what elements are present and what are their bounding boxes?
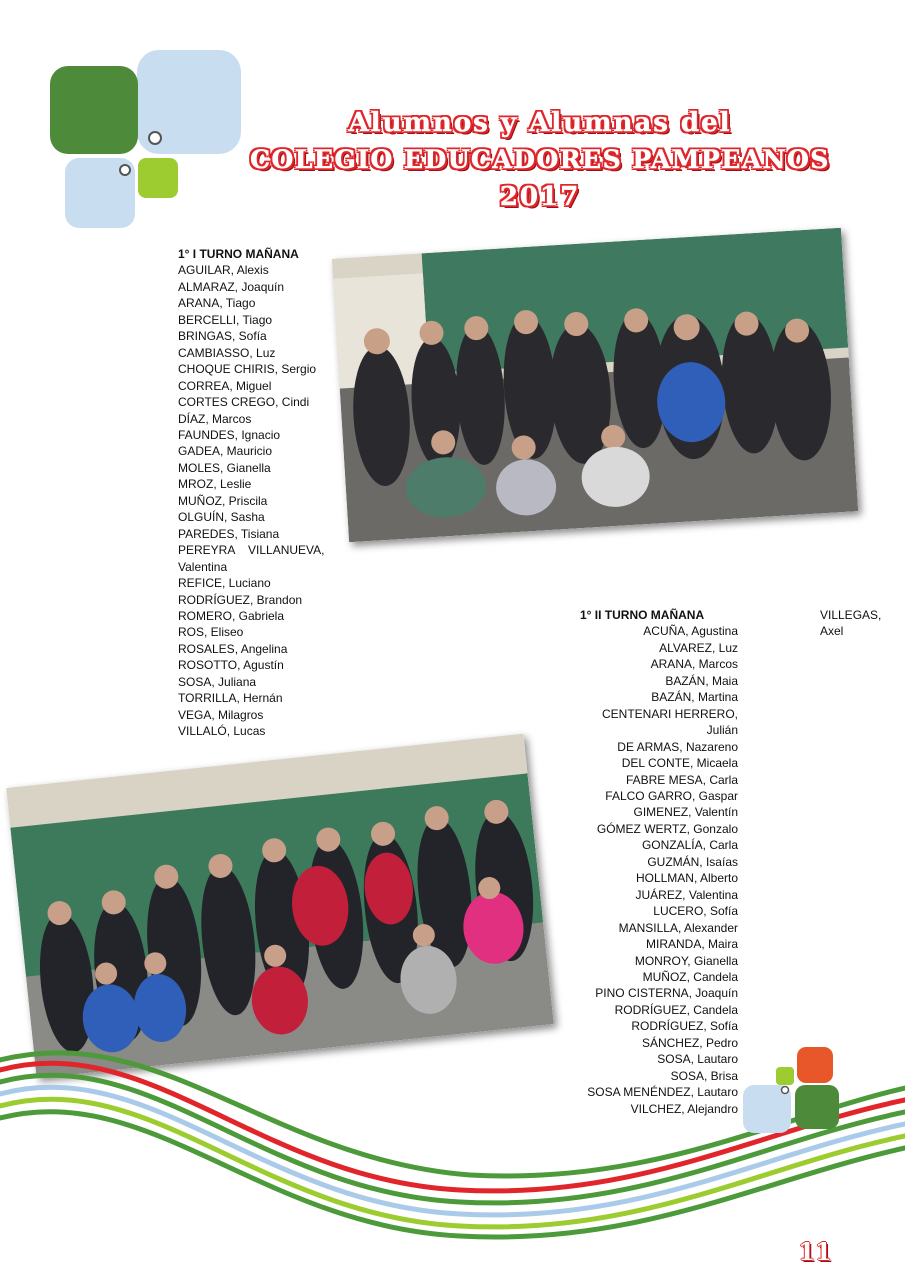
- overflow-student: VILLEGAS, Axel: [820, 608, 882, 639]
- list-item: RODRÍGUEZ, Sofía: [631, 1019, 738, 1034]
- list-item: ALVAREZ, Luz: [659, 640, 738, 655]
- list-item: LUCERO, Sofía: [653, 904, 738, 919]
- list-item: MANSILLA, Alexander: [618, 920, 738, 935]
- list-item: ROSOTTO, Agustín: [178, 658, 284, 673]
- list-item: RODRÍGUEZ, Brandon: [178, 592, 303, 607]
- student-list-2: [580, 607, 738, 1117]
- list-item: SOSA, Juliana: [178, 674, 257, 689]
- list-item: REFICE, Luciano: [178, 576, 271, 591]
- student-list-1: [178, 246, 328, 740]
- list-item: CAMBIASSO, Luz: [178, 345, 276, 360]
- list-item: PEREYRA VILLANUEVA,: [178, 543, 325, 558]
- list-item: SOSA, Brisa: [670, 1068, 738, 1083]
- list-item: DÍAZ, Marcos: [178, 411, 252, 426]
- list-item: DEL CONTE, Micaela: [621, 756, 738, 771]
- list-item: FALCO GARRO, Gaspar: [605, 788, 738, 803]
- list-item: GIMENEZ, Valentín: [633, 805, 738, 820]
- list-item: GUZMÁN, Isaías: [647, 854, 738, 869]
- list-item: JUÁREZ, Valentina: [635, 887, 738, 902]
- list-item: SOSA, Lautaro: [657, 1052, 738, 1067]
- list-item: Julián: [706, 723, 738, 738]
- list-item: Valentina: [178, 559, 228, 574]
- list-item: ARANA, Marcos: [650, 657, 738, 672]
- list-item: MIRANDA, Maira: [645, 937, 738, 952]
- list-item: SÁNCHEZ, Pedro: [641, 1035, 738, 1050]
- title-line-1: Alumnos y Alumnas del: [348, 108, 732, 138]
- list-item: OLGUÍN, Sasha: [178, 510, 265, 525]
- section-heading: 1° I TURNO MAÑANA: [178, 247, 299, 261]
- list-item: PAREDES, Tisiana: [178, 526, 280, 541]
- class-photo-1: [332, 228, 858, 543]
- list-item: ALMARAZ, Joaquín: [178, 279, 285, 294]
- list-item: VILCHEZ, Alejandro: [630, 1101, 738, 1116]
- list-item: MUÑOZ, Candela: [642, 969, 738, 984]
- section-heading: 1° II TURNO MAÑANA: [580, 608, 705, 622]
- list-item: SOSA MENÉNDEZ, Lautaro: [587, 1085, 738, 1100]
- list-item: BERCELLI, Tiago: [178, 312, 273, 327]
- list-item: BRINGAS, Sofía: [178, 329, 267, 344]
- list-item: MROZ, Leslie: [178, 477, 252, 492]
- title-line-3: 2017: [499, 182, 581, 212]
- page-title: [200, 106, 880, 217]
- list-item: GONZALÍA, Carla: [641, 838, 738, 853]
- list-item: ROSALES, Angelina: [178, 641, 288, 656]
- list-item: MOLES, Gianella: [178, 460, 271, 475]
- list-item: GADEA, Mauricio: [178, 444, 273, 459]
- list-item: MUÑOZ, Priscila: [178, 493, 268, 508]
- list-item: ARANA, Tiago: [178, 296, 256, 311]
- class-photo-2: [6, 734, 554, 1079]
- list-item: ROS, Eliseo: [178, 625, 244, 640]
- list-item: VEGA, Milagros: [178, 707, 264, 722]
- list-item: CORREA, Miguel: [178, 378, 272, 393]
- list-item: PINO CISTERNA, Joaquín: [595, 986, 738, 1001]
- list-item: TORRILLA, Hernán: [178, 691, 283, 706]
- logo-squares-bottom: [740, 1045, 845, 1140]
- list-item: RODRÍGUEZ, Candela: [614, 1002, 738, 1017]
- list-item: CENTENARI HERRERO,: [601, 706, 738, 721]
- list-item: CORTES CREGO, Cindi: [178, 395, 310, 410]
- page-number: 11: [798, 1237, 832, 1266]
- list-item: CHOQUE CHIRIS, Sergio: [178, 362, 317, 377]
- list-item: VILLALÓ, Lucas: [178, 724, 266, 739]
- list-item: AGUILAR, Alexis: [178, 263, 269, 278]
- title-line-2: COLEGIO EDUCADORES PAMPEANOS: [250, 145, 830, 174]
- list-item: BAZÁN, Martina: [651, 690, 738, 705]
- list-item: DE ARMAS, Nazareno: [617, 739, 738, 754]
- list-item: ACUÑA, Agustina: [643, 624, 738, 639]
- list-item: GÓMEZ WERTZ, Gonzalo: [596, 821, 738, 836]
- list-item: ROMERO, Gabriela: [178, 608, 285, 623]
- list-item: FABRE MESA, Carla: [625, 772, 738, 787]
- list-item: BAZÁN, Maia: [665, 673, 738, 688]
- list-item: MONROY, Gianella: [634, 953, 738, 968]
- list-item: HOLLMAN, Alberto: [635, 871, 738, 886]
- list-item: FAUNDES, Ignacio: [178, 427, 281, 442]
